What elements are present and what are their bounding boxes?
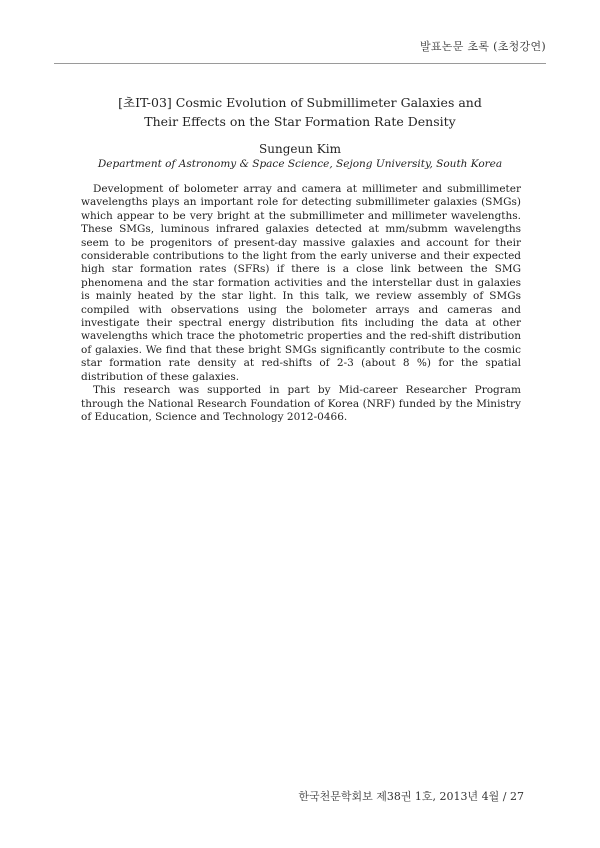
article-title bbox=[60, 93, 540, 131]
acknowledgement-paragraph: This research was supported in part by Mid-career Researcher Program through the National Research Foundation of Korea (NRF) funded by the Ministry of Education, Science and Technology 2012-0466. bbox=[81, 384, 521, 423]
author-affiliation: Department of Astronomy & Space Science, Sejong University, South Korea bbox=[97, 158, 503, 170]
header-rule bbox=[54, 63, 546, 64]
abstract-body bbox=[81, 183, 521, 424]
page-footer: 한국천문학회보 제38권 1호, 2013년 4월 / 27 bbox=[298, 790, 524, 803]
article-title-line-2: Their Effects on the Star Formation Rate Density bbox=[144, 114, 456, 129]
running-header: 발표논문 초록 (초청강연) bbox=[419, 40, 546, 53]
article-title-line-1: [초IT-03] Cosmic Evolution of Submillimeter Galaxies and bbox=[118, 95, 482, 110]
author-name: Sungeun Kim bbox=[259, 142, 341, 156]
abstract-paragraph: Development of bolometer array and camera at millimeter and submillimeter wavelengths plays an important role for detecting submillimeter galaxies (SMGs) which appear to be very bright at the submillimeter and millimeter wavelengths. These SMGs, luminous infrared galaxies detected at mm/submm wavelengths seem to be progenitors of present-day massive galaxies and account for their considerable contributions to the light from the early universe and their expected high star formation rates (SFRs) if there is a close link between the SMG phenomena and the star formation activities and the interstellar dust in galaxies is mainly heated by the star light. In this talk, we review assembly of SMGs compiled with observations using the bolometer arrays and cameras and investigate their spectral energy distribution fits including the data at other wavelengths which trace the photometric properties and the red-shift distribution of galaxies. We find that these bright SMGs significantly contribute to the cosmic star formation rate density at red-shifts of 2-3 (about 8 %) for the spatial distribution of these galaxies. bbox=[81, 183, 521, 383]
